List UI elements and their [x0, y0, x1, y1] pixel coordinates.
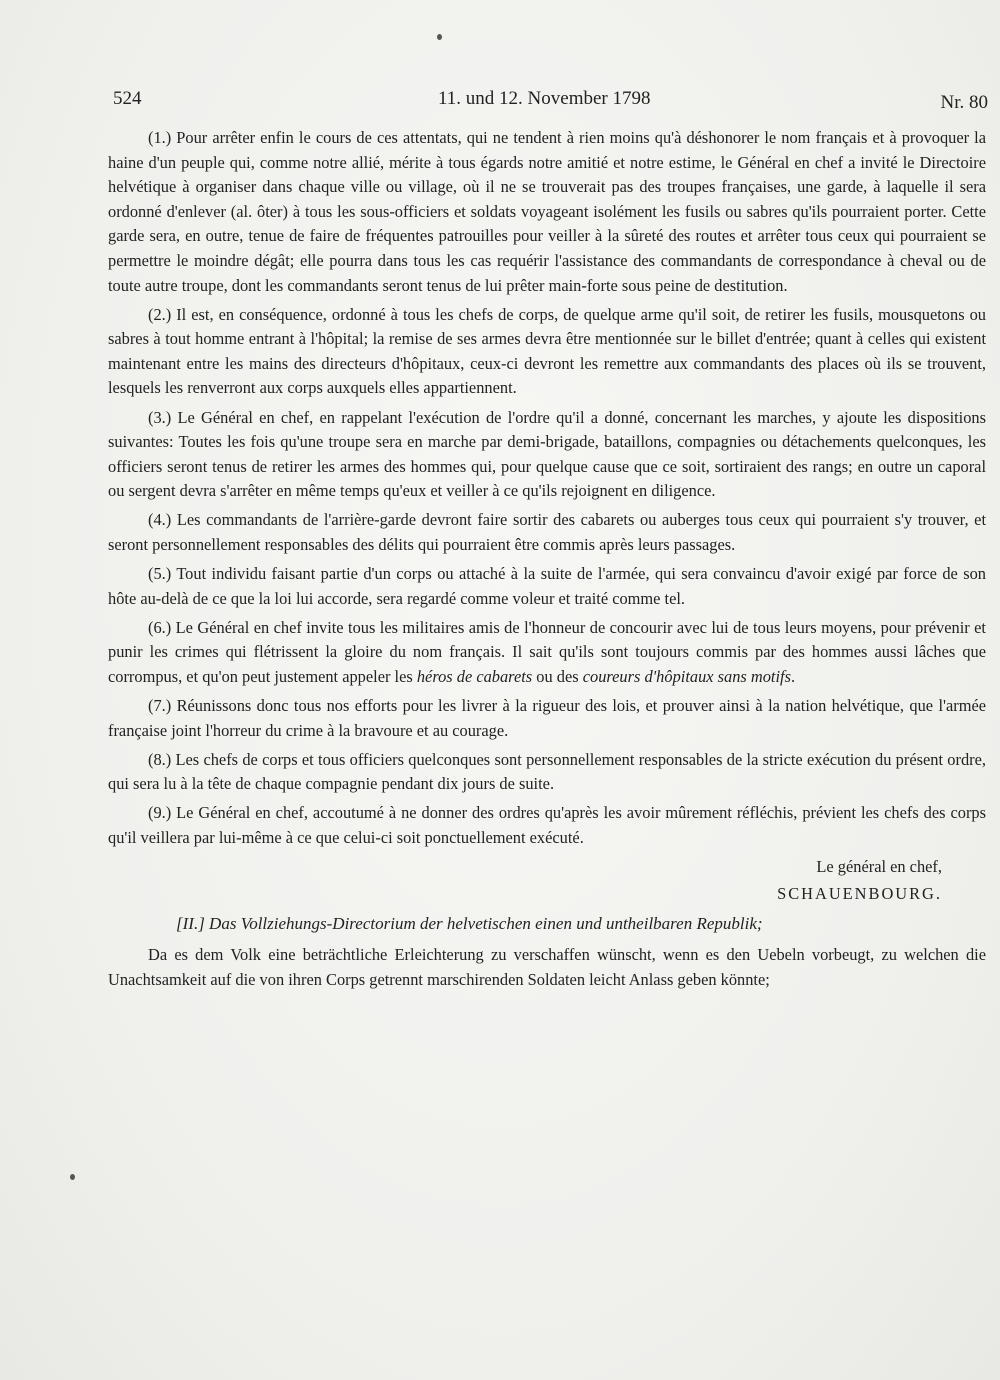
- paragraph-4: (4.) Les commandants de l'arrière-garde devront faire sortir des cabarets ou auberges tous ceux qui pourraient s'y trouver, et seront personnellement responsables des délits qui pourraient être commis après leurs passages.: [108, 510, 986, 554]
- paragraph-8: (8.) Les chefs de corps et tous officiers quelconques sont personnellement responsables de la stricte exécution du présent ordre, qui sera lu à la tête de chaque compagnie pendant dix jours de suite.: [108, 749, 986, 794]
- german-paragraph: Da es dem Volk eine beträchtliche Erleichterung zu verschaffen wünscht, wenn es den Uebeln vorbeugt, zu welchen die Unachtsamkeit auf die von ihren Corps getrennt marschirenden Soldaten leicht Anlass geben könnte;: [108, 944, 986, 989]
- paragraph-9: (9.) Le Général en chef, accoutumé à ne donner des ordres qu'après les avoir mûrement réfléchis, prévient les chefs des corps qu'il veillera par lui-même à ce que celui-ci soit ponctuellement exécuté.: [108, 803, 986, 848]
- german-heading: [II.] Das Vollziehungs-Directorium der helvetischen einen und untheilbaren Republik;: [176, 914, 763, 934]
- signature-name: SCHAUENBOURG.: [777, 883, 942, 903]
- document-body: [108, 126, 986, 997]
- paragraph-2: (2.) Il est, en conséquence, ordonné à tous les chefs de corps, de quelque arme qu'il soit, de retirer les fusils, mousquetons ou sabres à tout homme entrant à l'hôpital; la remise de ses armes devra être mentionnée sur le billet d'entrée; quant à celles qui existent maintenant entre les mains des directeurs d'hôpitaux, ceux-ci devront les remettre aux commandants des places où ils se trouvent, lesquels les renverront aux corps auxquels elles appartiennent.: [108, 304, 986, 398]
- paragraph-7: (7.) Réunissons donc tous nos efforts pour les livrer à la rigueur des lois, et prouver ainsi à la nation helvétique, que l'armée française joint l'horreur du crime à la bravoure et au courage.: [108, 696, 986, 740]
- paragraph-6-italic-coureurs: coureurs d'hôpitaux sans motifs: [582, 666, 791, 686]
- paragraph-1: (1.) Pour arrêter enfin le cours de ces attentats, qui ne tendent à rien moins qu'à déshonorer le nom français et à provoquer la haine d'un peuple qui, comme notre allié, mérite à tous égards notre amitié et notre estime, le Général en chef a invité le Directoire helvétique à organiser dans chaque ville ou village, où il ne se trouverait pas des troupes françaises, une garde, à laquelle il sera ordonné d'enlever (al. ôter) à tous les sous-officiers et soldats voyageant isolément les fusils ou sabres qu'ils pourraient porter. Cette garde sera, en outre, tenue de faire de fréquentes patrouilles pour veiller à la sûreté des routes et arrêter tous ceux qui pourraient se permettre le moindre dégât; elle pourra dans tous les cas requérir l'assistance des commandants de correspondance à cheval ou de toute autre troupe, dont les commandants seront tenus de lui prêter main-forte sous peine de destitution.: [108, 128, 986, 295]
- signature-block: [108, 855, 986, 906]
- paragraph-6-italic-heros: héros de cabarets: [416, 666, 533, 686]
- german-section: [108, 912, 986, 992]
- page-number: 524: [113, 88, 142, 109]
- running-header: [113, 88, 988, 118]
- paragraph-6-text-middle: ou des: [532, 666, 583, 686]
- margin-dot: [70, 1174, 75, 1180]
- paragraph-3: (3.) Le Général en chef, en rappelant l'exécution de l'ordre qu'il a donné, concernant les marches, y ajoute les dispositions suivantes: Toutes les fois qu'une troupe sera en marche par demi-brigade, bataillons, compagnies ou détachements quelconques, les officiers seront tenus de retirer les armes des hommes qui, pour quelque cause que ce soit, sortiraient des rangs; en outre un caporal ou sergent devra s'arrêter en même temps qu'eux et veiller à ce qu'ils rejoignent en diligence.: [108, 407, 986, 501]
- header-date: 11. und 12. November 1798: [438, 88, 651, 109]
- document-number: Nr. 80: [940, 92, 988, 113]
- paragraph-6-text-after: .: [790, 666, 796, 686]
- paragraph-6-text-before: (6.) Le Général en chef invite tous les militaires amis de l'honneur de concourir avec lui de tous leurs moyens, pour prévenir et punir les crimes qui flétrissent la gloire du nom français. Il sait qu'ils sont toujours commis par des hommes aussi lâches que corrompus, et qu'on peut justement appeler les: [108, 617, 986, 686]
- print-speck: [437, 34, 442, 40]
- paragraph-6: [108, 616, 986, 690]
- paragraph-5: (5.) Tout individu faisant partie d'un corps ou attaché à la suite de l'armée, qui sera convaincu d'avoir exigé par force de son hôte au-delà de ce que la loi lui accorde, sera regardé comme voleur et traité comme tel.: [108, 564, 986, 608]
- signature-title: Le général en chef,: [816, 857, 942, 877]
